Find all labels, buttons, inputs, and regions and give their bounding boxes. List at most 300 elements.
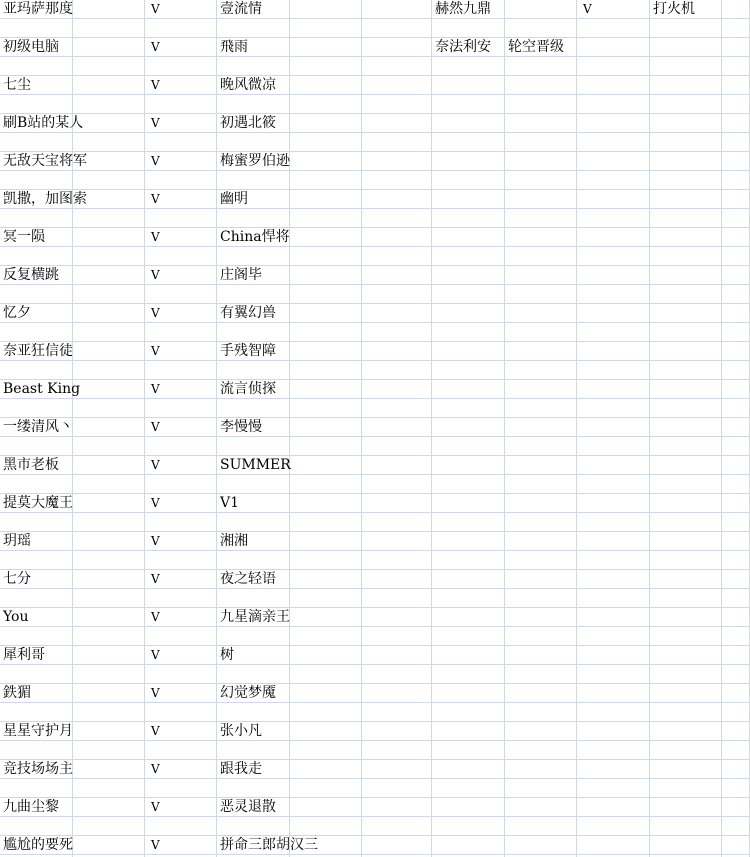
sheet-cell[interactable]: [362, 57, 432, 76]
sheet-cell[interactable]: [217, 551, 290, 570]
sheet-cell[interactable]: [505, 399, 577, 418]
sheet-cell[interactable]: [505, 190, 577, 209]
sheet-cell[interactable]: [650, 456, 722, 475]
sheet-cell[interactable]: [145, 456, 217, 475]
sheet-cell[interactable]: [73, 304, 145, 323]
sheet-cell[interactable]: [577, 532, 650, 551]
sheet-cell[interactable]: [362, 304, 432, 323]
sheet-cell[interactable]: [145, 551, 217, 570]
sheet-cell[interactable]: [722, 76, 750, 95]
sheet-cell[interactable]: [145, 741, 217, 760]
sheet-cell[interactable]: [722, 703, 750, 722]
sheet-cell[interactable]: [0, 551, 73, 570]
sheet-cell[interactable]: [217, 95, 290, 114]
sheet-cell[interactable]: [505, 646, 577, 665]
sheet-cell[interactable]: [362, 760, 432, 779]
sheet-cell[interactable]: [0, 209, 73, 228]
sheet-cell[interactable]: [650, 760, 722, 779]
sheet-cell[interactable]: [290, 323, 362, 342]
sheet-cell[interactable]: [505, 589, 577, 608]
sheet-cell[interactable]: [650, 570, 722, 589]
sheet-cell[interactable]: [145, 437, 217, 456]
sheet-cell[interactable]: [505, 323, 577, 342]
sheet-cell[interactable]: [505, 532, 577, 551]
sheet-cell[interactable]: [145, 228, 217, 247]
sheet-cell[interactable]: [505, 76, 577, 95]
sheet-cell[interactable]: [650, 38, 722, 57]
sheet-cell[interactable]: [650, 627, 722, 646]
sheet-cell[interactable]: [290, 570, 362, 589]
sheet-cell[interactable]: [362, 171, 432, 190]
sheet-cell[interactable]: [290, 703, 362, 722]
sheet-cell[interactable]: [217, 665, 290, 684]
sheet-cell[interactable]: [0, 437, 73, 456]
sheet-cell[interactable]: [722, 418, 750, 437]
sheet-cell[interactable]: [73, 285, 145, 304]
sheet-cell[interactable]: [0, 760, 73, 779]
sheet-cell[interactable]: [650, 114, 722, 133]
sheet-cell[interactable]: [650, 247, 722, 266]
sheet-cell[interactable]: [217, 209, 290, 228]
sheet-cell[interactable]: [217, 114, 290, 133]
sheet-cell[interactable]: [362, 323, 432, 342]
sheet-cell[interactable]: [722, 532, 750, 551]
sheet-cell[interactable]: [650, 133, 722, 152]
sheet-cell[interactable]: [73, 380, 145, 399]
sheet-cell[interactable]: [217, 456, 290, 475]
sheet-cell[interactable]: [217, 627, 290, 646]
sheet-cell[interactable]: [432, 551, 505, 570]
sheet-cell[interactable]: [0, 703, 73, 722]
sheet-cell[interactable]: [290, 798, 362, 817]
sheet-cell[interactable]: [722, 456, 750, 475]
sheet-cell[interactable]: [362, 532, 432, 551]
sheet-cell[interactable]: [577, 589, 650, 608]
sheet-cell[interactable]: [432, 38, 505, 57]
sheet-cell[interactable]: [290, 722, 362, 741]
sheet-cell[interactable]: [650, 152, 722, 171]
sheet-cell[interactable]: [362, 798, 432, 817]
sheet-cell[interactable]: [650, 171, 722, 190]
sheet-cell[interactable]: [0, 361, 73, 380]
sheet-cell[interactable]: [73, 418, 145, 437]
sheet-cell[interactable]: [432, 684, 505, 703]
sheet-cell[interactable]: [145, 627, 217, 646]
sheet-cell[interactable]: [145, 190, 217, 209]
sheet-cell[interactable]: [650, 684, 722, 703]
sheet-cell[interactable]: [217, 608, 290, 627]
sheet-cell[interactable]: [505, 247, 577, 266]
sheet-cell[interactable]: [290, 38, 362, 57]
sheet-cell[interactable]: [145, 475, 217, 494]
sheet-cell[interactable]: [722, 38, 750, 57]
sheet-cell[interactable]: [432, 266, 505, 285]
sheet-cell[interactable]: [722, 570, 750, 589]
sheet-cell[interactable]: [217, 589, 290, 608]
sheet-cell[interactable]: [362, 38, 432, 57]
sheet-cell[interactable]: [362, 285, 432, 304]
sheet-cell[interactable]: [505, 171, 577, 190]
sheet-cell[interactable]: [650, 608, 722, 627]
sheet-cell[interactable]: [722, 646, 750, 665]
sheet-cell[interactable]: [362, 228, 432, 247]
sheet-cell[interactable]: [73, 76, 145, 95]
sheet-cell[interactable]: [505, 513, 577, 532]
sheet-cell[interactable]: [505, 133, 577, 152]
sheet-cell[interactable]: [505, 304, 577, 323]
sheet-cell[interactable]: [145, 323, 217, 342]
sheet-cell[interactable]: [650, 323, 722, 342]
sheet-cell[interactable]: [145, 760, 217, 779]
sheet-cell[interactable]: [505, 95, 577, 114]
sheet-cell[interactable]: [650, 836, 722, 855]
sheet-cell[interactable]: [145, 76, 217, 95]
sheet-cell[interactable]: [290, 361, 362, 380]
sheet-cell[interactable]: [0, 76, 73, 95]
sheet-cell[interactable]: [73, 570, 145, 589]
sheet-cell[interactable]: [577, 779, 650, 798]
sheet-cell[interactable]: [577, 19, 650, 38]
sheet-cell[interactable]: [577, 513, 650, 532]
sheet-cell[interactable]: [145, 798, 217, 817]
sheet-cell[interactable]: [577, 190, 650, 209]
sheet-cell[interactable]: [722, 684, 750, 703]
sheet-cell[interactable]: [505, 456, 577, 475]
sheet-cell[interactable]: [0, 304, 73, 323]
sheet-cell[interactable]: [432, 323, 505, 342]
sheet-cell[interactable]: [505, 608, 577, 627]
sheet-cell[interactable]: [0, 741, 73, 760]
sheet-cell[interactable]: [722, 228, 750, 247]
sheet-cell[interactable]: [0, 323, 73, 342]
sheet-cell[interactable]: [290, 760, 362, 779]
sheet-cell[interactable]: [722, 589, 750, 608]
sheet-cell[interactable]: [362, 456, 432, 475]
sheet-cell[interactable]: [217, 760, 290, 779]
sheet-cell[interactable]: [73, 209, 145, 228]
sheet-cell[interactable]: [73, 817, 145, 836]
sheet-cell[interactable]: [290, 152, 362, 171]
sheet-cell[interactable]: [217, 0, 290, 19]
sheet-cell[interactable]: [73, 836, 145, 855]
sheet-cell[interactable]: [722, 361, 750, 380]
sheet-cell[interactable]: [650, 437, 722, 456]
sheet-cell[interactable]: [0, 722, 73, 741]
sheet-cell[interactable]: [290, 418, 362, 437]
sheet-cell[interactable]: [722, 627, 750, 646]
sheet-cell[interactable]: [217, 741, 290, 760]
sheet-cell[interactable]: [505, 665, 577, 684]
sheet-cell[interactable]: [650, 665, 722, 684]
sheet-cell[interactable]: [73, 494, 145, 513]
sheet-cell[interactable]: [0, 285, 73, 304]
sheet-cell[interactable]: [650, 399, 722, 418]
sheet-cell[interactable]: [650, 361, 722, 380]
sheet-cell[interactable]: [722, 114, 750, 133]
sheet-cell[interactable]: [362, 247, 432, 266]
sheet-cell[interactable]: [73, 741, 145, 760]
sheet-cell[interactable]: [290, 437, 362, 456]
sheet-cell[interactable]: [0, 266, 73, 285]
sheet-cell[interactable]: [217, 703, 290, 722]
sheet-cell[interactable]: [0, 817, 73, 836]
sheet-cell[interactable]: [73, 114, 145, 133]
sheet-cell[interactable]: [290, 0, 362, 19]
sheet-cell[interactable]: [577, 342, 650, 361]
sheet-cell[interactable]: [145, 665, 217, 684]
sheet-cell[interactable]: [432, 247, 505, 266]
sheet-cell[interactable]: [505, 380, 577, 399]
sheet-cell[interactable]: [145, 646, 217, 665]
sheet-cell[interactable]: [0, 798, 73, 817]
sheet-cell[interactable]: [432, 608, 505, 627]
sheet-cell[interactable]: [722, 95, 750, 114]
sheet-cell[interactable]: [73, 475, 145, 494]
sheet-cell[interactable]: [145, 836, 217, 855]
sheet-cell[interactable]: [432, 399, 505, 418]
sheet-cell[interactable]: [290, 741, 362, 760]
sheet-cell[interactable]: [217, 798, 290, 817]
sheet-cell[interactable]: [290, 513, 362, 532]
sheet-cell[interactable]: [145, 285, 217, 304]
sheet-cell[interactable]: [290, 342, 362, 361]
sheet-cell[interactable]: [577, 57, 650, 76]
sheet-cell[interactable]: [432, 817, 505, 836]
sheet-cell[interactable]: [577, 152, 650, 171]
sheet-cell[interactable]: [362, 836, 432, 855]
sheet-cell[interactable]: [722, 741, 750, 760]
sheet-cell[interactable]: [145, 95, 217, 114]
sheet-cell[interactable]: [0, 38, 73, 57]
sheet-cell[interactable]: [505, 285, 577, 304]
sheet-cell[interactable]: [0, 247, 73, 266]
sheet-cell[interactable]: [0, 513, 73, 532]
sheet-cell[interactable]: [73, 532, 145, 551]
sheet-cell[interactable]: [290, 57, 362, 76]
sheet-cell[interactable]: [145, 570, 217, 589]
sheet-cell[interactable]: [505, 152, 577, 171]
sheet-cell[interactable]: [577, 38, 650, 57]
sheet-cell[interactable]: [362, 152, 432, 171]
sheet-cell[interactable]: [362, 513, 432, 532]
sheet-cell[interactable]: [0, 646, 73, 665]
sheet-cell[interactable]: [722, 304, 750, 323]
sheet-cell[interactable]: [577, 798, 650, 817]
sheet-cell[interactable]: [650, 798, 722, 817]
sheet-cell[interactable]: [290, 228, 362, 247]
sheet-cell[interactable]: [290, 114, 362, 133]
sheet-cell[interactable]: [145, 114, 217, 133]
sheet-cell[interactable]: [650, 703, 722, 722]
sheet-cell[interactable]: [362, 741, 432, 760]
sheet-cell[interactable]: [577, 209, 650, 228]
sheet-cell[interactable]: [145, 608, 217, 627]
sheet-cell[interactable]: [73, 513, 145, 532]
sheet-cell[interactable]: [145, 19, 217, 38]
sheet-cell[interactable]: [722, 399, 750, 418]
sheet-cell[interactable]: [505, 361, 577, 380]
sheet-cell[interactable]: [722, 760, 750, 779]
sheet-cell[interactable]: [145, 418, 217, 437]
sheet-cell[interactable]: [650, 475, 722, 494]
sheet-cell[interactable]: [577, 95, 650, 114]
sheet-cell[interactable]: [650, 209, 722, 228]
sheet-cell[interactable]: [290, 304, 362, 323]
sheet-cell[interactable]: [362, 133, 432, 152]
sheet-cell[interactable]: [73, 247, 145, 266]
sheet-cell[interactable]: [0, 627, 73, 646]
sheet-cell[interactable]: [362, 418, 432, 437]
sheet-cell[interactable]: [722, 133, 750, 152]
sheet-cell[interactable]: [290, 190, 362, 209]
sheet-cell[interactable]: [650, 646, 722, 665]
sheet-cell[interactable]: [290, 532, 362, 551]
sheet-cell[interactable]: [145, 266, 217, 285]
sheet-cell[interactable]: [505, 741, 577, 760]
sheet-cell[interactable]: [73, 779, 145, 798]
sheet-cell[interactable]: [577, 228, 650, 247]
sheet-cell[interactable]: [650, 551, 722, 570]
sheet-cell[interactable]: [577, 380, 650, 399]
sheet-cell[interactable]: [145, 380, 217, 399]
sheet-cell[interactable]: [0, 19, 73, 38]
sheet-cell[interactable]: [0, 380, 81, 399]
sheet-cell[interactable]: [145, 703, 217, 722]
sheet-cell[interactable]: [432, 570, 505, 589]
sheet-cell[interactable]: [722, 437, 750, 456]
sheet-cell[interactable]: [432, 114, 505, 133]
sheet-cell[interactable]: [432, 779, 505, 798]
sheet-cell[interactable]: [432, 798, 505, 817]
sheet-cell[interactable]: [362, 361, 432, 380]
sheet-cell[interactable]: [362, 266, 432, 285]
sheet-cell[interactable]: [722, 190, 750, 209]
sheet-cell[interactable]: [362, 722, 432, 741]
sheet-cell[interactable]: [0, 570, 73, 589]
sheet-cell[interactable]: [650, 190, 722, 209]
sheet-cell[interactable]: [217, 133, 290, 152]
sheet-cell[interactable]: [217, 171, 290, 190]
sheet-cell[interactable]: [73, 38, 145, 57]
sheet-cell[interactable]: [145, 722, 217, 741]
sheet-cell[interactable]: [577, 0, 650, 19]
sheet-cell[interactable]: [145, 171, 217, 190]
sheet-cell[interactable]: [145, 133, 217, 152]
sheet-cell[interactable]: [577, 741, 650, 760]
sheet-cell[interactable]: [217, 779, 290, 798]
sheet-cell[interactable]: [0, 836, 73, 855]
sheet-cell[interactable]: [362, 646, 432, 665]
sheet-cell[interactable]: [577, 437, 650, 456]
sheet-cell[interactable]: [362, 627, 432, 646]
sheet-cell[interactable]: [505, 627, 577, 646]
sheet-cell[interactable]: [145, 152, 217, 171]
sheet-cell[interactable]: [290, 247, 362, 266]
sheet-cell[interactable]: [217, 570, 290, 589]
sheet-cell[interactable]: [0, 95, 73, 114]
sheet-cell[interactable]: [432, 304, 505, 323]
sheet-cell[interactable]: [73, 684, 145, 703]
sheet-cell[interactable]: [217, 304, 290, 323]
sheet-cell[interactable]: [505, 209, 577, 228]
sheet-cell[interactable]: [650, 589, 722, 608]
sheet-cell[interactable]: [650, 95, 722, 114]
sheet-cell[interactable]: [432, 190, 505, 209]
sheet-cell[interactable]: [362, 399, 432, 418]
sheet-cell[interactable]: [505, 437, 577, 456]
sheet-cell[interactable]: [577, 646, 650, 665]
sheet-cell[interactable]: [722, 798, 750, 817]
sheet-cell[interactable]: [722, 494, 750, 513]
sheet-cell[interactable]: [722, 551, 750, 570]
sheet-cell[interactable]: [0, 190, 87, 209]
sheet-cell[interactable]: [577, 76, 650, 95]
sheet-cell[interactable]: [505, 418, 577, 437]
sheet-cell[interactable]: [362, 437, 432, 456]
sheet-cell[interactable]: [362, 589, 432, 608]
sheet-cell[interactable]: [577, 133, 650, 152]
sheet-cell[interactable]: [362, 0, 432, 19]
sheet-cell[interactable]: [505, 684, 577, 703]
sheet-cell[interactable]: [362, 209, 432, 228]
sheet-cell[interactable]: [432, 456, 505, 475]
sheet-cell[interactable]: [290, 627, 362, 646]
sheet-cell[interactable]: [505, 19, 577, 38]
sheet-cell[interactable]: [432, 437, 505, 456]
sheet-cell[interactable]: [577, 608, 650, 627]
sheet-cell[interactable]: [432, 494, 505, 513]
sheet-cell[interactable]: [290, 456, 362, 475]
sheet-cell[interactable]: [0, 532, 73, 551]
sheet-cell[interactable]: [73, 589, 145, 608]
sheet-cell[interactable]: [432, 380, 505, 399]
sheet-cell[interactable]: [650, 19, 722, 38]
sheet-cell[interactable]: [432, 760, 505, 779]
sheet-cell[interactable]: [0, 779, 73, 798]
sheet-cell[interactable]: [722, 665, 750, 684]
sheet-cell[interactable]: [722, 608, 750, 627]
sheet-cell[interactable]: [505, 114, 577, 133]
sheet-cell[interactable]: [432, 76, 505, 95]
sheet-cell[interactable]: [362, 779, 432, 798]
sheet-cell[interactable]: [722, 380, 750, 399]
sheet-cell[interactable]: [0, 608, 73, 627]
sheet-cell[interactable]: [577, 456, 650, 475]
sheet-cell[interactable]: [362, 19, 432, 38]
sheet-cell[interactable]: [722, 285, 750, 304]
sheet-cell[interactable]: [722, 247, 750, 266]
sheet-cell[interactable]: [362, 76, 432, 95]
sheet-cell[interactable]: [505, 817, 577, 836]
sheet-cell[interactable]: [722, 722, 750, 741]
sheet-cell[interactable]: [577, 570, 650, 589]
sheet-cell[interactable]: [0, 228, 73, 247]
sheet-cell[interactable]: [73, 437, 145, 456]
sheet-cell[interactable]: [0, 456, 73, 475]
sheet-cell[interactable]: [577, 171, 650, 190]
sheet-cell[interactable]: [432, 532, 505, 551]
sheet-cell[interactable]: [432, 342, 505, 361]
sheet-cell[interactable]: [505, 342, 577, 361]
sheet-cell[interactable]: [217, 76, 290, 95]
sheet-cell[interactable]: [650, 418, 722, 437]
sheet-cell[interactable]: [145, 589, 217, 608]
sheet-cell[interactable]: [145, 342, 217, 361]
sheet-cell[interactable]: [290, 779, 362, 798]
sheet-cell[interactable]: [432, 0, 505, 19]
sheet-cell[interactable]: [290, 665, 362, 684]
sheet-cell[interactable]: [217, 399, 290, 418]
